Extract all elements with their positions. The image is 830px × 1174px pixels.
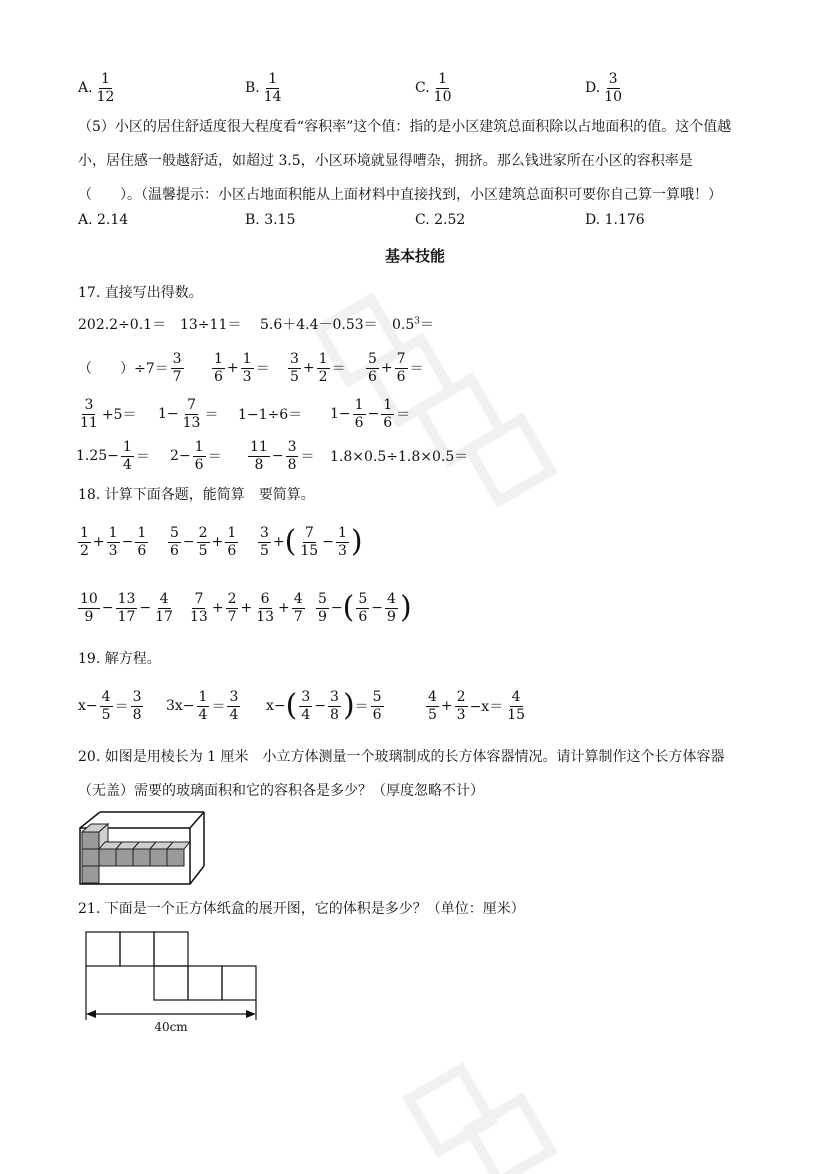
q17-row3 bbox=[0, 392, 830, 436]
fraction: $\frac{3}{10}$ bbox=[604, 71, 623, 105]
dimension-label: 40cm bbox=[154, 1020, 188, 1034]
q17-row2 bbox=[0, 346, 830, 390]
q17-expr: 13÷11＝ bbox=[180, 317, 242, 333]
q17-expr: （ ）÷7＝ $\frac{3}{7}$ bbox=[78, 351, 182, 385]
q16-5-option-d: D. 1.176 bbox=[585, 212, 645, 228]
q16-option-c: C. $\frac{1}{10}$ bbox=[415, 71, 452, 105]
q17-title: 17. 直接写出得数。 bbox=[78, 285, 203, 301]
q16-option-d: D. $\frac{3}{10}$ bbox=[585, 71, 623, 105]
q16-5-option-c: C. 2.52 bbox=[415, 212, 466, 228]
q17-expr: 1− $\frac{7}{13}$ ＝ bbox=[158, 397, 219, 431]
q17-expr: 2− $\frac{1}{6}$ ＝ bbox=[170, 439, 222, 473]
q19-equation-3: x− ( $\frac{3}{4}$ − $\frac{3}{8}$ ) ＝ $\frac{5}{6}$ bbox=[266, 688, 382, 723]
q17-expr: 5.6＋4.4－0.53＝ bbox=[260, 317, 378, 333]
q17-expr: 1.8×0.5÷1.8×0.5＝ bbox=[330, 449, 469, 465]
q17-row1 bbox=[0, 314, 830, 338]
q16-option-a: A. $\frac{1}{12}$ bbox=[78, 71, 115, 105]
q17-expr: $\frac{1}{6}$ + $\frac{1}{3}$ ＝ bbox=[214, 351, 270, 385]
fraction: $\frac{1}{12}$ bbox=[96, 71, 115, 105]
q18-expr: $\frac{10}{9}$ − $\frac{13}{17}$ − $\frac{4}{17}$ bbox=[80, 591, 173, 625]
q17-expr: 1− $\frac{1}{6}$ − $\frac{1}{6}$ ＝ bbox=[330, 397, 411, 431]
q16-option-b: B. $\frac{1}{14}$ bbox=[245, 71, 282, 105]
section-title: 基本技能 bbox=[384, 247, 445, 265]
arrow-left-icon bbox=[86, 1010, 96, 1018]
q18-expr: $\frac{3}{5}$ + ( $\frac{7}{15}$ − $\frac{1}{3}$ ) bbox=[260, 524, 363, 559]
q16-options bbox=[0, 66, 830, 110]
q16-5-text: （5）小区的居住舒适度很大程度看“容积率”这个值：指的是小区建筑总面积除以占地面积的值。这个值越小，居住感一般越舒适，如超过 3.5，小区环境就显得嘈杂，拥挤。那么钱进家所在小区的容积率是（ ）。（温馨提示：小区占地面积能从上面材料中直接找到，小区建筑总面积可要你自己算一算哦！） bbox=[78, 119, 732, 203]
q19-equations bbox=[0, 682, 830, 730]
q17-row4 bbox=[0, 434, 830, 478]
q17-expr: $\frac{11}{8}$ − $\frac{3}{8}$ ＝ bbox=[250, 439, 315, 473]
q18-expr: $\frac{1}{2}$ + $\frac{1}{3}$ − $\frac{1}{6}$ bbox=[80, 525, 147, 559]
q16-5-option-b: B. 3.15 bbox=[245, 212, 296, 228]
q17-expr: $\frac{3}{5}$ + $\frac{1}{2}$ ＝ bbox=[290, 351, 346, 385]
q17-expr: 1−1÷6＝ bbox=[238, 407, 303, 423]
fraction: $\frac{1}{10}$ bbox=[433, 71, 452, 105]
q20-text: 20. 如图是用棱长为 1 厘米 小立方体测量一个玻璃制成的长方体容器情况。请计算制作这个长方体容器（无盖）需要的玻璃面积和它的容积各是多少？（厚度忽略不计） bbox=[78, 749, 725, 799]
q18-title: 18. 计算下面各题，能简算 要简算。 bbox=[78, 487, 315, 503]
q18-expr: $\frac{5}{9}$ − ( $\frac{5}{6}$ − $\frac{4}{9}$ ) bbox=[318, 590, 412, 625]
q19-title: 19. 解方程。 bbox=[78, 651, 161, 667]
q21-cube-net-figure bbox=[78, 928, 278, 1038]
fraction: $\frac{1}{14}$ bbox=[263, 71, 282, 105]
q19-equation-2: 3x− $\frac{1}{4}$ ＝ $\frac{3}{4}$ bbox=[166, 689, 239, 723]
q19-equation-4: $\frac{4}{5}$ + $\frac{2}{3}$ −x＝ $\frac{4}{15}$ bbox=[428, 689, 526, 723]
q17-power-expr: $0.5^3=$ bbox=[392, 316, 434, 333]
q17-expr: $\frac{5}{6}$ + $\frac{7}{6}$ ＝ bbox=[368, 351, 424, 385]
q17-expr: 1.25− $\frac{1}{4}$ ＝ bbox=[76, 439, 150, 473]
q19-equation-1: x− $\frac{4}{5}$ ＝ $\frac{3}{8}$ bbox=[78, 689, 142, 723]
q16-5-option-a: A. 2.14 bbox=[78, 212, 129, 228]
q18-expr: $\frac{7}{13}$ + $\frac{2}{7}$ + $\frac{6}{13}$ + $\frac{4}{7}$ bbox=[190, 591, 303, 625]
q18-expr: $\frac{5}{6}$ − $\frac{2}{5}$ + $\frac{1}{6}$ bbox=[170, 525, 237, 559]
q18-row2 bbox=[0, 584, 830, 632]
q17-expr: $\frac{3}{11}$ +5＝ bbox=[80, 397, 137, 431]
q20-container-figure bbox=[78, 808, 208, 888]
arrow-right-icon bbox=[246, 1010, 256, 1018]
q16-5-options bbox=[0, 212, 830, 234]
q17-expr: 202.2÷0.1＝ bbox=[78, 317, 167, 333]
q18-row1 bbox=[0, 518, 830, 566]
q21-title: 21. 下面是一个正方体纸盒的展开图，它的体积是多少？（单位：厘米） bbox=[78, 901, 525, 917]
